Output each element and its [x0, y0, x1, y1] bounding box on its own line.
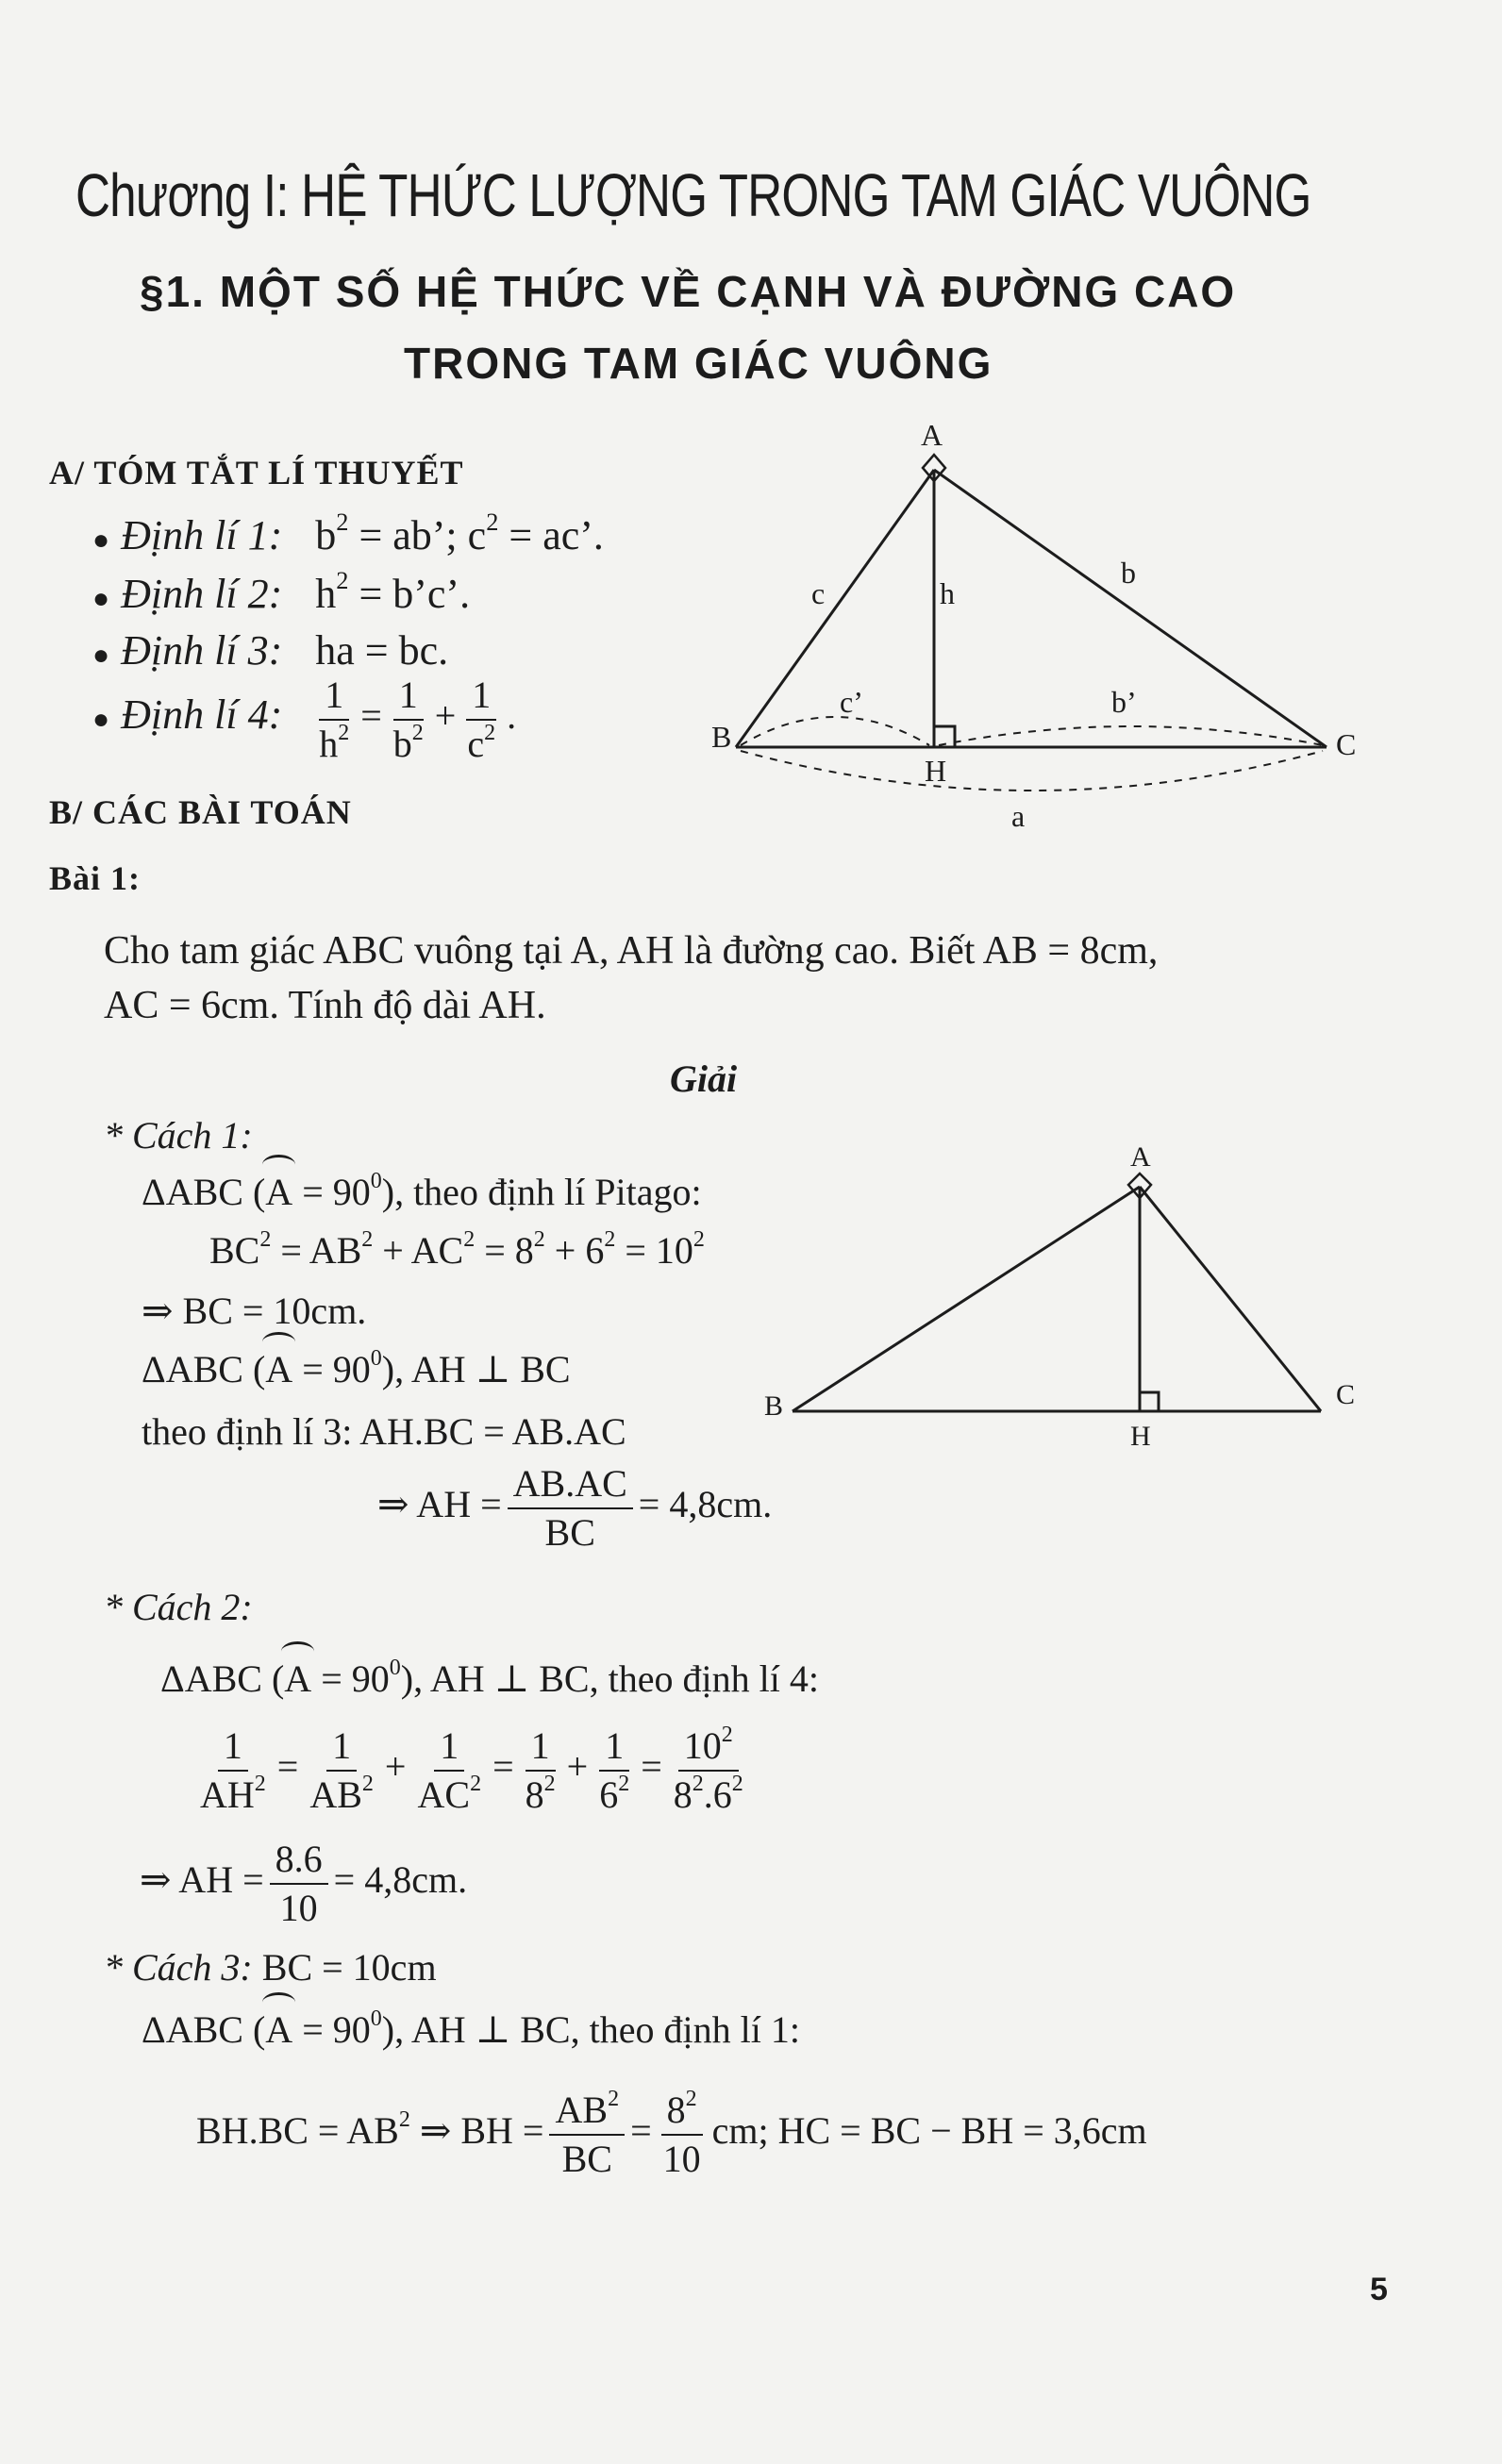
svg-text:c’: c’: [840, 685, 863, 719]
section-title-line1: §1. MỘT SỐ HỆ THỨC VỀ CẠNH VÀ ĐƯỜNG CAO: [140, 267, 1237, 316]
problem-text-line2: AC = 6cm. Tính độ dài AH.: [104, 984, 546, 1027]
theorem-1: ● Định lí 1: $b^2$ = ab’; $c^2$ = ac’.: [92, 508, 604, 558]
triangle-diagram-2: [755, 1130, 1377, 1460]
page-number: 5: [1370, 2272, 1388, 2307]
method2-line1: ΔABC $(A = 90^0)$, AH ⊥ BC, theo định lí 4:: [160, 1656, 819, 1700]
svg-text:h: h: [940, 576, 955, 610]
chapter-title: Chương I: HỆ THỨC LƯỢNG TRONG TAM GIÁC VUÔNG: [75, 161, 1311, 229]
vertex-label-b: B: [711, 720, 732, 754]
method1-line5: theo định lí 3: AH.BC = AB.AC: [142, 1410, 626, 1453]
problems-heading: B/ CÁC BÀI TOÁN: [49, 793, 352, 831]
theorem-2: ● Định lí 2: $h^2$ = b’c’.: [92, 566, 471, 617]
problem-title: Bài 1:: [49, 859, 142, 897]
svg-text:B: B: [764, 1390, 784, 1422]
svg-text:b’: b’: [1111, 685, 1137, 719]
method2-equation: $\frac{1}{AH^2}$ = $\frac{1}{AB^2}$ + $\frac{1}{AC^2}$ = $\frac{1}{8^2}$ + $\frac{1}{6^2}$ = $\frac{10^2}{8^2.6^2}$: [200, 1723, 743, 1816]
theorem-4: ● Định lí 4: $\frac{1}{h^2}$ = $\frac{1}{b^2}$ + $\frac{1}{c^2}$ .: [92, 674, 517, 765]
bullet-icon: ●: [92, 640, 110, 671]
method1-fraction: ⇒ AH = $\frac{AB.AC}{BC}$ = 4,8cm.: [377, 1462, 773, 1554]
svg-text:H: H: [1130, 1421, 1151, 1452]
solution-heading: Giải: [670, 1057, 738, 1100]
method1-line1: ΔABC $(A = 90^0)$, theo định lí Pitago:: [142, 1169, 702, 1213]
method1-line2: $BC^2 = AB^2 + AC^2 = 8^2 + 6^2 = 10^2$: [209, 1227, 705, 1272]
vertex-label-c: C: [1336, 727, 1357, 761]
method1-line3: ⇒ BC = 10cm.: [142, 1290, 367, 1332]
method2-result: ⇒ AH = $\frac{8.6}{10}$ = 4,8cm.: [140, 1838, 468, 1929]
method3-line1: ΔABC $(A = 90^0)$, AH ⊥ BC, theo định lí 1:: [142, 2006, 800, 2051]
bullet-icon: ●: [92, 704, 110, 736]
method2-title: * Cách 2:: [104, 1586, 253, 1628]
method3-equation: $BH.BC = AB^2$ ⇒ BH = $\frac{AB^2}{BC}$ = $\frac{8^2}{10}$ cm; HC = BC − BH = 3,6cm: [196, 2087, 1147, 2180]
svg-text:c: c: [811, 576, 826, 610]
problem-text-line1: Cho tam giác ABC vuông tại A, AH là đường cao. Biết AB = 8cm,: [104, 929, 1159, 973]
vertex-label-h: H: [925, 754, 947, 788]
svg-text:b: b: [1121, 556, 1136, 590]
svg-text:a: a: [1011, 799, 1026, 833]
summary-heading: A/ TÓM TẮT LÍ THUYẾT: [49, 454, 464, 491]
triangle-diagram-1: [698, 406, 1359, 840]
method3-title: * Cách 3: BC = 10cm: [104, 1946, 437, 1989]
svg-text:A: A: [1130, 1141, 1151, 1173]
vertex-label-a: A: [921, 418, 943, 452]
svg-text:C: C: [1336, 1379, 1356, 1410]
section-title-line2: TRONG TAM GIÁC VUÔNG: [404, 339, 993, 388]
bullet-icon: ●: [92, 583, 110, 614]
bullet-icon: ●: [92, 524, 110, 556]
method1-title: * Cách 1:: [104, 1114, 253, 1157]
theorem-3: ● Định lí 3: ha = bc.: [92, 627, 449, 674]
method1-line4: ΔABC $(A = 90^0)$, AH ⊥ BC: [142, 1346, 571, 1390]
